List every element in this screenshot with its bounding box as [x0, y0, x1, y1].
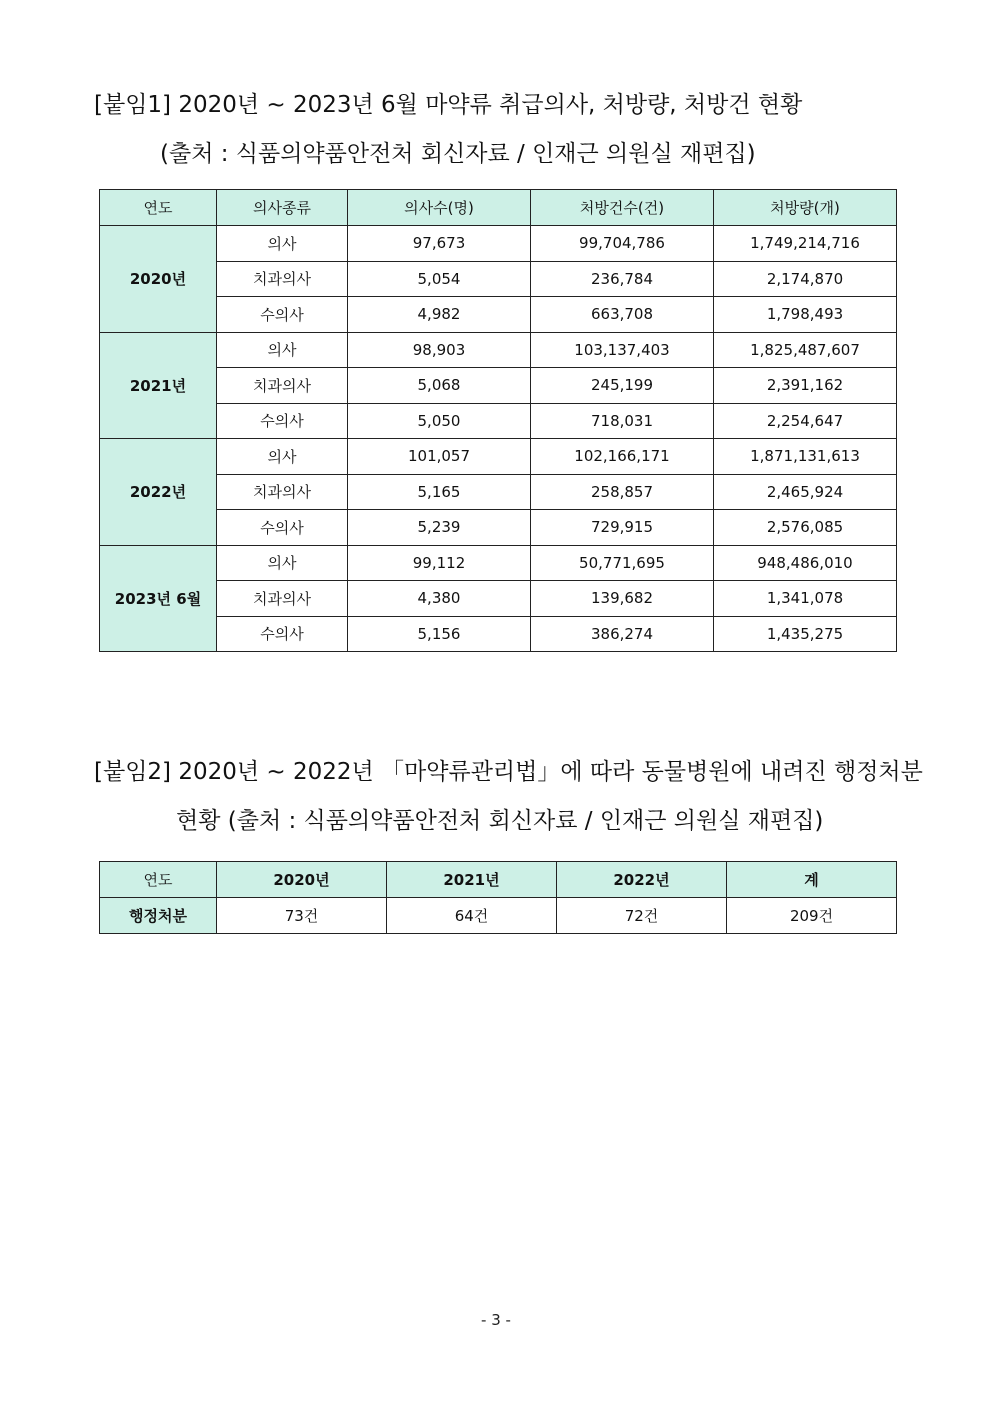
prescription-count-cell: 718,031 — [531, 403, 714, 439]
prescription-amount-cell: 1,435,275 — [714, 616, 897, 652]
count-total-cell: 209건 — [727, 898, 897, 934]
table-row — [100, 403, 897, 439]
doctor-type-cell: 의사 — [217, 226, 348, 262]
table-row — [100, 510, 897, 546]
count-2021-cell: 64건 — [387, 898, 557, 934]
doctor-count-cell: 5,050 — [348, 403, 531, 439]
header-prescription-amount: 처방량(개) — [714, 190, 897, 226]
prescription-amount-cell: 1,825,487,607 — [714, 332, 897, 368]
table-row — [100, 898, 897, 934]
table-row — [100, 368, 897, 404]
prescription-amount-cell: 1,749,214,716 — [714, 226, 897, 262]
year-cell: 2023년 6월 — [100, 545, 217, 652]
prescription-count-cell: 729,915 — [531, 510, 714, 546]
table-row — [100, 332, 897, 368]
doctor-type-cell: 수의사 — [217, 297, 348, 333]
doctor-count-cell: 5,156 — [348, 616, 531, 652]
header-doctor-count: 의사수(명) — [348, 190, 531, 226]
header-doctor-type: 의사종류 — [217, 190, 348, 226]
doctor-count-cell: 5,165 — [348, 474, 531, 510]
doctor-type-cell: 치과의사 — [217, 581, 348, 617]
year-cell: 2022년 — [100, 439, 217, 546]
count-2022-cell: 72건 — [557, 898, 727, 934]
prescription-count-cell: 258,857 — [531, 474, 714, 510]
doctor-count-cell: 5,068 — [348, 368, 531, 404]
table-row — [100, 226, 897, 262]
table-row — [100, 545, 897, 581]
doctor-type-cell: 치과의사 — [217, 261, 348, 297]
doctor-count-cell: 99,112 — [348, 545, 531, 581]
table-row — [100, 261, 897, 297]
prescription-amount-cell: 948,486,010 — [714, 545, 897, 581]
header-2020: 2020년 — [217, 862, 387, 898]
doctor-type-cell: 의사 — [217, 545, 348, 581]
header-2021: 2021년 — [387, 862, 557, 898]
administrative-action-table — [99, 861, 897, 934]
doctor-type-cell: 수의사 — [217, 510, 348, 546]
prescription-amount-cell: 2,391,162 — [714, 368, 897, 404]
doctor-count-cell: 97,673 — [348, 226, 531, 262]
doctor-type-cell: 치과의사 — [217, 368, 348, 404]
header-year: 연도 — [100, 862, 217, 898]
header-2022: 2022년 — [557, 862, 727, 898]
doctor-count-cell: 5,054 — [348, 261, 531, 297]
prescription-count-cell: 50,771,695 — [531, 545, 714, 581]
prescription-amount-cell: 2,174,870 — [714, 261, 897, 297]
prescription-count-cell: 245,199 — [531, 368, 714, 404]
year-cell: 2021년 — [100, 332, 217, 439]
page-number: - 3 - — [481, 1311, 511, 1329]
doctor-count-cell: 98,903 — [348, 332, 531, 368]
header-year: 연도 — [100, 190, 217, 226]
table-header-row — [100, 190, 897, 226]
doctor-type-cell: 의사 — [217, 332, 348, 368]
prescription-table — [99, 189, 897, 652]
doctor-type-cell: 수의사 — [217, 616, 348, 652]
section2-title-line2: 현황 (출처 : 식품의약품안전처 회신자료 / 인재근 의원실 재편집) — [176, 808, 824, 834]
table-row — [100, 439, 897, 475]
prescription-count-cell: 663,708 — [531, 297, 714, 333]
section2-title-line1: [붙임2] 2020년 ~ 2022년 「마약류관리법」에 따라 동물병원에 내려진 행정처분 — [94, 759, 923, 785]
section1-title-line1: [붙임1] 2020년 ~ 2023년 6월 마약류 취급의사, 처방량, 처방건 현황 — [94, 92, 803, 118]
table-row — [100, 581, 897, 617]
doctor-type-cell: 치과의사 — [217, 474, 348, 510]
doctor-type-cell: 수의사 — [217, 403, 348, 439]
doctor-count-cell: 4,982 — [348, 297, 531, 333]
doctor-count-cell: 4,380 — [348, 581, 531, 617]
table-row — [100, 616, 897, 652]
header-prescription-count: 처방건수(건) — [531, 190, 714, 226]
table-row — [100, 297, 897, 333]
prescription-amount-cell: 1,798,493 — [714, 297, 897, 333]
doctor-type-cell: 의사 — [217, 439, 348, 475]
prescription-count-cell: 139,682 — [531, 581, 714, 617]
prescription-count-cell: 236,784 — [531, 261, 714, 297]
doctor-count-cell: 5,239 — [348, 510, 531, 546]
header-total: 계 — [727, 862, 897, 898]
count-2020-cell: 73건 — [217, 898, 387, 934]
prescription-amount-cell: 1,341,078 — [714, 581, 897, 617]
prescription-amount-cell: 1,871,131,613 — [714, 439, 897, 475]
table-header-row — [100, 862, 897, 898]
prescription-count-cell: 386,274 — [531, 616, 714, 652]
doctor-count-cell: 101,057 — [348, 439, 531, 475]
section1-title-line2: (출처 : 식품의약품안전처 회신자료 / 인재근 의원실 재편집) — [160, 141, 756, 167]
row-label-cell: 행정처분 — [100, 898, 217, 934]
table-row — [100, 474, 897, 510]
prescription-amount-cell: 2,576,085 — [714, 510, 897, 546]
prescription-amount-cell: 2,254,647 — [714, 403, 897, 439]
prescription-count-cell: 102,166,171 — [531, 439, 714, 475]
prescription-amount-cell: 2,465,924 — [714, 474, 897, 510]
prescription-count-cell: 103,137,403 — [531, 332, 714, 368]
prescription-count-cell: 99,704,786 — [531, 226, 714, 262]
year-cell: 2020년 — [100, 226, 217, 333]
